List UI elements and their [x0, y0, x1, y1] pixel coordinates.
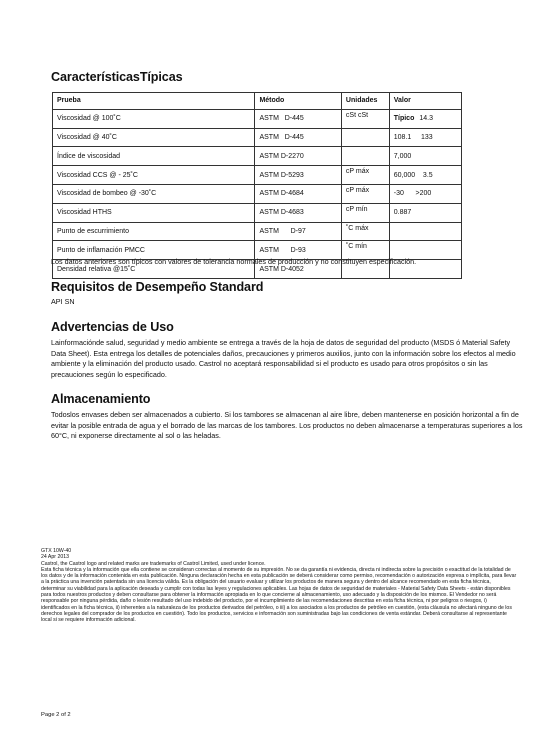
table-row — [53, 184, 462, 203]
cell-method: ASTM D-445 — [255, 128, 341, 147]
column-header-value: Valor — [389, 93, 461, 110]
table-row — [53, 128, 462, 147]
table-row — [53, 203, 462, 222]
cell-unit — [341, 147, 389, 166]
table-row — [53, 166, 462, 185]
storage-heading: Almacenamiento — [51, 392, 151, 406]
typical-characteristics-table — [52, 92, 462, 279]
cell-method: ASTM D-97 — [255, 222, 341, 241]
page-number: Page 2 of 2 — [41, 712, 71, 718]
value-text: 108.1 133 — [393, 133, 433, 141]
cell-value — [389, 184, 461, 203]
footer-date: 24 Apr 2013 — [41, 554, 69, 561]
cell-method: ASTM D-5293 — [255, 166, 341, 185]
performance-requirements-heading: Requisitos de Desempeño Standard — [51, 280, 264, 294]
footer-product: GTX 10W-40 — [41, 548, 72, 554]
cell-test: Índice de viscosidad — [53, 147, 255, 166]
table-body — [53, 109, 462, 278]
cell-value — [389, 166, 461, 185]
footer-trademark: Castrol, the Castrol logo and related marks are trademarks of Castrol Limited, used under licence. — [41, 560, 266, 567]
cell-test: Viscosidad HTHS — [53, 203, 255, 222]
cell-value — [389, 128, 461, 147]
cell-method: ASTM D-2270 — [255, 147, 341, 166]
cell-unit: cP máx — [341, 184, 389, 203]
cell-unit: ˚C mín — [341, 241, 389, 260]
usage-warnings-heading: Advertencias de Uso — [51, 320, 174, 334]
cell-test: Viscosidad de bombeo @ -30˚C — [53, 184, 255, 203]
cell-test: Densidad relativa @15˚C — [53, 260, 255, 279]
table-note: Los datos anteriores son típicos con valores de tolerancia normales de producción y no constituyen especificación. — [51, 257, 417, 266]
typical-characteristics-heading: CaracterísticasTípicas — [51, 70, 183, 84]
cell-method: ASTM D-93 — [255, 241, 341, 260]
cell-test: Viscosidad @ 100˚C — [53, 109, 255, 128]
value-text: -30 >200 — [393, 190, 432, 198]
footer-block — [41, 548, 517, 624]
cell-value — [389, 147, 461, 166]
value-text: 0.887 — [393, 209, 412, 217]
cell-unit: cP mín — [341, 203, 389, 222]
value-text: 7,000 — [393, 152, 412, 160]
cell-unit: cSt cSt — [341, 109, 389, 128]
column-header-method: Método — [255, 93, 341, 110]
cell-value — [389, 222, 461, 241]
table-row — [53, 147, 462, 166]
table-header-row — [53, 93, 462, 110]
column-header-units: Unidades — [341, 93, 389, 110]
cell-unit: cP máx — [341, 166, 389, 185]
cell-method: ASTM D-445 — [255, 109, 341, 128]
column-header-test: Prueba — [53, 93, 255, 110]
cell-test: Viscosidad @ 40˚C — [53, 128, 255, 147]
cell-method: ASTM D-4684 — [255, 184, 341, 203]
cell-test: Viscosidad CCS @ - 25˚C — [53, 166, 255, 185]
usage-warnings-text: Lainformaciónde salud, seguridad y medio ambiente se entrega a través de la hoja de datos de seguridad del producto (MSDS ó Material Safety Data Sheet). Esta entrega los detalles de potenciales daños, precauciones y primeros auxilios, junto con la información sobre los efectos al medio ambiente y la eliminación del producto usado. Castrol no aceptará responsabilidad si el producto es usado para otros propósitos o sin las precauciones según lo especificado. — [51, 338, 516, 379]
table-row — [53, 109, 462, 128]
cell-unit — [341, 128, 389, 147]
cell-test: Punto de escurrimiento — [53, 222, 255, 241]
storage-text: Todoslos envases deben ser almacenados a cubierto. Si los tambores se almacenan al aire libre, deben mantenerse en posición horizontal a fin de evitar la posible entrada de agua y el borrado de las marcas de los tambores. Los productos no deben almacenarse a temperaturas superiores a los 60°C, ni exponerse directamente al sol o las heladas. — [51, 410, 523, 441]
cell-value — [389, 203, 461, 222]
performance-requirements-text: API SN — [51, 297, 75, 306]
cell-unit: ˚C máx — [341, 222, 389, 241]
table-row — [53, 222, 462, 241]
cell-value — [389, 109, 461, 128]
value-label: Típico — [393, 115, 415, 123]
cell-method: ASTM D-4052 — [255, 260, 341, 279]
value-text: 14.3 — [419, 115, 433, 123]
value-text: 60,000 3.5 — [393, 171, 433, 179]
footer-disclaimer: Esta ficha técnica y la información que ella contiene se consideran correctas al momento de su impresión. No se da garantía ni evidencia, directa ni indirecta sobre la precisión o exactitud de la totalidad de los datos y de la información contenida en esta publicación. Ninguna declaración hecha en esta publicación se deberá considerar como permiso, recomendación o autorización expresa o implícita, para llevar a la práctica una invención patentada sin una licencia válida. Es la obligación del usuario evaluar y utilizar los productos de manera segura y dentro del alcance recomendado en esta ficha técnica, determinar su viabilidad para la aplicación deseada y cumplir con todas las leyes y regulaciones aplicables. Las hojas de datos de seguridad de materiales - Material Safety Data Sheets - están disponibles para todos nuestros productos y deben consultarse para obtener la información apropiada en lo que concierne al almacenamiento, uso adecuado y la disposición de los mismos. El Vendedor no será responsable por ninguna pérdida, daño o lesión resultado del uso indebido del producto, por el incumplimiento de las recomendaciones descritas en esta ficha técnica, ni por peligros o riesgos, i) identificados en la ficha técnica, ii) inherentes a la naturaleza de los productos derivados del petróleo, o iii) a los asociados a los productos de petróleo en cuestión, (esta cláusula no afectará ninguno de los derechos legales del comprador de los productos en cuestión). Todo los productos, servicios e información son suministradas bajo las condiciones de venta estándar. Deberá consultarse al representante local si se requiere información adicional. — [41, 566, 517, 624]
cell-method: ASTM D-4683 — [255, 203, 341, 222]
cell-test: Punto de inflamación PMCC — [53, 241, 255, 260]
